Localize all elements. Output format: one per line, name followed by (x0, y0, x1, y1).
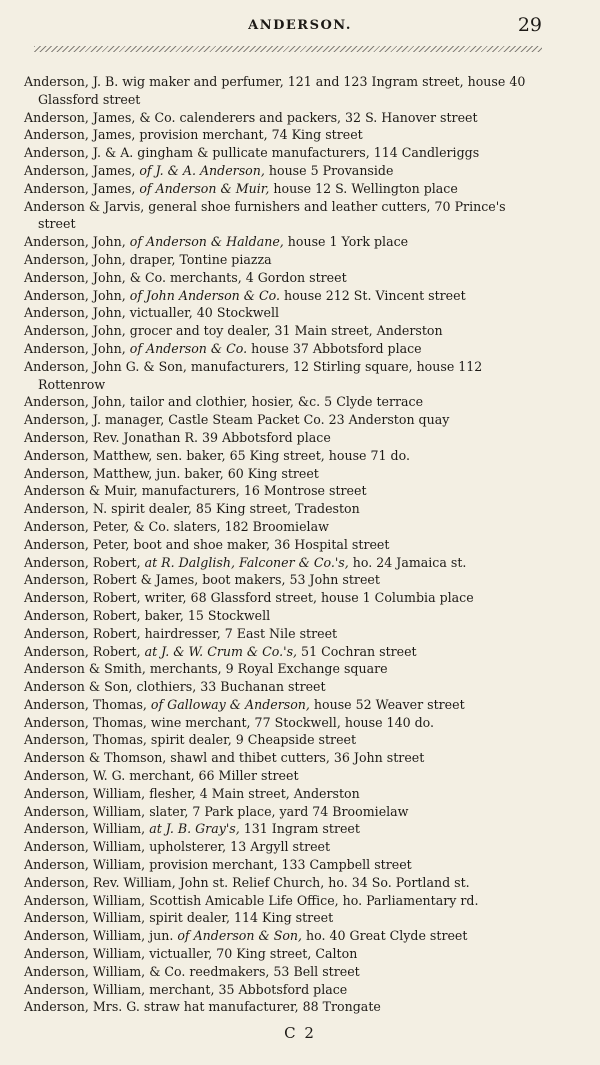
entry-text: Anderson, John, (24, 287, 130, 303)
entry-text: Anderson, Rev. Jonathan R. 39 Abbotsford place (24, 429, 331, 445)
directory-entry (24, 144, 544, 162)
entry-text: Anderson, Thomas, (24, 696, 151, 712)
directory-entry (24, 643, 544, 661)
entry-firm-reference: of Galloway & Anderson, (150, 696, 310, 712)
entry-text: 51 Cochran street (297, 643, 417, 659)
directory-entry (24, 767, 544, 785)
directory-entry (24, 500, 544, 518)
directory-entry (24, 981, 544, 999)
entry-text: Anderson, William, flesher, 4 Main street, Anderston (24, 785, 360, 801)
directory-entry (24, 607, 544, 625)
directory-entry (24, 180, 544, 198)
entry-text: Anderson & Son, clothiers, 33 Buchanan street (24, 679, 326, 695)
directory-entry (24, 963, 544, 981)
entry-text: Anderson, Peter, boot and shoe maker, 36 Hospital street (24, 536, 390, 552)
entry-text: Anderson & Jarvis, general shoe furnishers and leather cutters, 70 Prince's street (24, 198, 506, 232)
directory-entry (24, 731, 544, 749)
directory-entry (24, 251, 544, 269)
entry-text: Anderson, John, (24, 234, 130, 250)
entry-text: Anderson & Smith, merchants, 9 Royal Exchange square (24, 661, 388, 677)
directory-entry (24, 696, 544, 714)
directory-entry (24, 411, 544, 429)
directory-entry (24, 803, 544, 821)
entry-text: Anderson & Thomson, shawl and thibet cutters, 36 John street (24, 750, 425, 766)
directory-entry (24, 678, 544, 696)
entry-text: Anderson, Robert & James, boot makers, 53 John street (24, 572, 380, 588)
ornamental-rule (34, 46, 542, 52)
directory-entry (24, 838, 544, 856)
directory-entry (24, 998, 544, 1016)
entry-text: Anderson, J. manager, Castle Steam Packet Co. 23 Anderston quay (24, 412, 450, 428)
entry-text: Anderson, William, spirit dealer, 114 King street (24, 910, 334, 926)
directory-entry (24, 269, 544, 287)
entry-text: Anderson, John, grocer and toy dealer, 31 Main street, Anderston (24, 323, 443, 339)
entry-text: Anderson, William, & Co. reedmakers, 53 Bell street (24, 963, 360, 979)
directory-entry (24, 554, 544, 572)
entry-text: Anderson, Mrs. G. straw hat manufacturer, 88 Trongate (24, 999, 381, 1015)
entry-text: Anderson, Robert, (24, 643, 145, 659)
directory-entry (24, 162, 544, 180)
directory-entry (24, 589, 544, 607)
entry-firm-reference: of Anderson & Son, (177, 928, 303, 944)
entry-text: Anderson, Thomas, wine merchant, 77 Stockwell, house 140 do. (24, 714, 435, 730)
entry-text: Anderson, William, victualler, 70 King street, Calton (24, 946, 358, 962)
directory-entry (24, 447, 544, 465)
directory-entry (24, 482, 544, 500)
entry-text: Anderson, John G. & Son, manufacturers, 12 Stirling square, house 112 Rottenrow (24, 358, 483, 392)
entry-text: Anderson, Peter, & Co. slaters, 182 Broomielaw (24, 518, 329, 534)
directory-entry (24, 820, 544, 838)
directory-entry (24, 571, 544, 589)
directory-entry (24, 749, 544, 767)
entry-text: Anderson, J. & A. gingham & pullicate manufacturers, 114 Candleriggs (24, 145, 480, 161)
entry-firm-reference: of Anderson & Muir, (139, 180, 270, 196)
entry-text: Anderson, James, & Co. calenderers and packers, 32 S. Hanover street (24, 109, 478, 125)
entry-text: Anderson, John, draper, Tontine piazza (24, 251, 272, 267)
directory-entry (24, 322, 544, 340)
directory-entry (24, 714, 544, 732)
entry-text: house 212 St. Vincent street (279, 287, 466, 303)
entry-text: Anderson, Robert, (24, 554, 145, 570)
entry-firm-reference: at J. B. Gray's, (149, 821, 240, 837)
entry-text: Anderson, James, (24, 162, 140, 178)
entry-text: Anderson & Muir, manufacturers, 16 Montrose street (24, 483, 367, 499)
entry-firm-reference: of Anderson & Haldane, (129, 234, 284, 250)
entry-text: Anderson, William, merchant, 35 Abbotsford place (24, 981, 348, 997)
directory-entry (24, 909, 544, 927)
directory-entry (24, 660, 544, 678)
directory-entry (24, 358, 544, 394)
directory-entry (24, 393, 544, 411)
entry-text: Anderson, Robert, hairdresser, 7 East Nile street (24, 625, 338, 641)
entry-firm-reference: of J. & A. Anderson, (139, 162, 265, 178)
directory-entry (24, 429, 544, 447)
entry-text: Anderson, John, victualler, 40 Stockwell (24, 305, 280, 321)
directory-entry (24, 874, 544, 892)
entry-text: Anderson, Matthew, jun. baker, 60 King street (24, 465, 319, 481)
directory-entry (24, 340, 544, 358)
entry-text: ho. 24 Jamaica st. (348, 554, 467, 570)
entry-text: 131 Ingram street (239, 821, 360, 837)
running-title: ANDERSON. (248, 18, 352, 33)
entry-firm-reference: of John Anderson & Co. (129, 287, 280, 303)
page-number: 29 (517, 14, 542, 36)
directory-entry (24, 73, 544, 109)
directory-entry (24, 233, 544, 251)
entry-text: Anderson, Robert, writer, 68 Glassford street, house 1 Columbia place (24, 590, 474, 606)
directory-entry (24, 625, 544, 643)
directory-entry (24, 198, 544, 234)
entry-text: Anderson, John, & Co. merchants, 4 Gordon street (24, 269, 347, 285)
directory-entry (24, 109, 544, 127)
entry-text: house 12 S. Wellington place (269, 180, 458, 196)
entry-text: house 5 Provanside (264, 162, 394, 178)
entry-text: Anderson, John, (24, 340, 130, 356)
entry-firm-reference: at J. & W. Crum & Co.'s, (144, 643, 298, 659)
entry-text: Anderson, William, jun. (24, 928, 178, 944)
entry-text: Anderson, Thomas, spirit dealer, 9 Cheapside street (24, 732, 357, 748)
entry-text: Anderson, John, tailor and clothier, hosier, &c. 5 Clyde terrace (24, 394, 424, 410)
entry-text: Anderson, William, slater, 7 Park place, yard 74 Broomielaw (24, 803, 409, 819)
entry-text: house 52 Weaver street (309, 696, 465, 712)
entry-text: Anderson, J. B. wig maker and perfumer, 121 and 123 Ingram street, house 40 Glassford street (24, 74, 526, 107)
page-header (0, 14, 600, 42)
entry-text: house 37 Abbotsford place (247, 340, 422, 356)
directory-entry (24, 304, 544, 322)
entry-text: Anderson, Matthew, sen. baker, 65 King street, house 71 do. (24, 447, 410, 463)
entry-firm-reference: at R. Dalglish, Falconer & Co.'s, (144, 554, 349, 570)
entry-text: Anderson, N. spirit dealer, 85 King street, Tradeston (24, 501, 360, 517)
entry-text: ho. 40 Great Clyde street (302, 928, 468, 944)
entry-text: Anderson, Robert, baker, 15 Stockwell (24, 607, 271, 623)
directory-entry (24, 287, 544, 305)
signature-mark: C 2 (284, 1024, 316, 1042)
directory-entry (24, 518, 544, 536)
directory-entry (24, 927, 544, 945)
directory-entry (24, 892, 544, 910)
directory-entry (24, 856, 544, 874)
directory-entry (24, 536, 544, 554)
directory-entry (24, 785, 544, 803)
entry-text: Anderson, William, Scottish Amicable Life Office, ho. Parliamentary rd. (24, 892, 479, 908)
entry-text: Anderson, W. G. merchant, 66 Miller street (24, 768, 299, 784)
entry-text: Anderson, William, (24, 821, 150, 837)
entry-text: Anderson, James, (24, 180, 140, 196)
entry-text: Anderson, William, provision merchant, 133 Campbell street (24, 857, 412, 873)
directory-entry (24, 945, 544, 963)
directory-entry (24, 465, 544, 483)
entry-text: Anderson, William, upholsterer, 13 Argyll street (24, 839, 331, 855)
directory-entries (24, 73, 544, 1016)
entry-text: Anderson, James, provision merchant, 74 King street (24, 127, 363, 143)
directory-entry (24, 126, 544, 144)
entry-text: Anderson, Rev. William, John st. Relief Church, ho. 34 So. Portland st. (24, 874, 470, 890)
entry-text: house 1 York place (283, 234, 409, 250)
entry-firm-reference: of Anderson & Co. (129, 340, 248, 356)
